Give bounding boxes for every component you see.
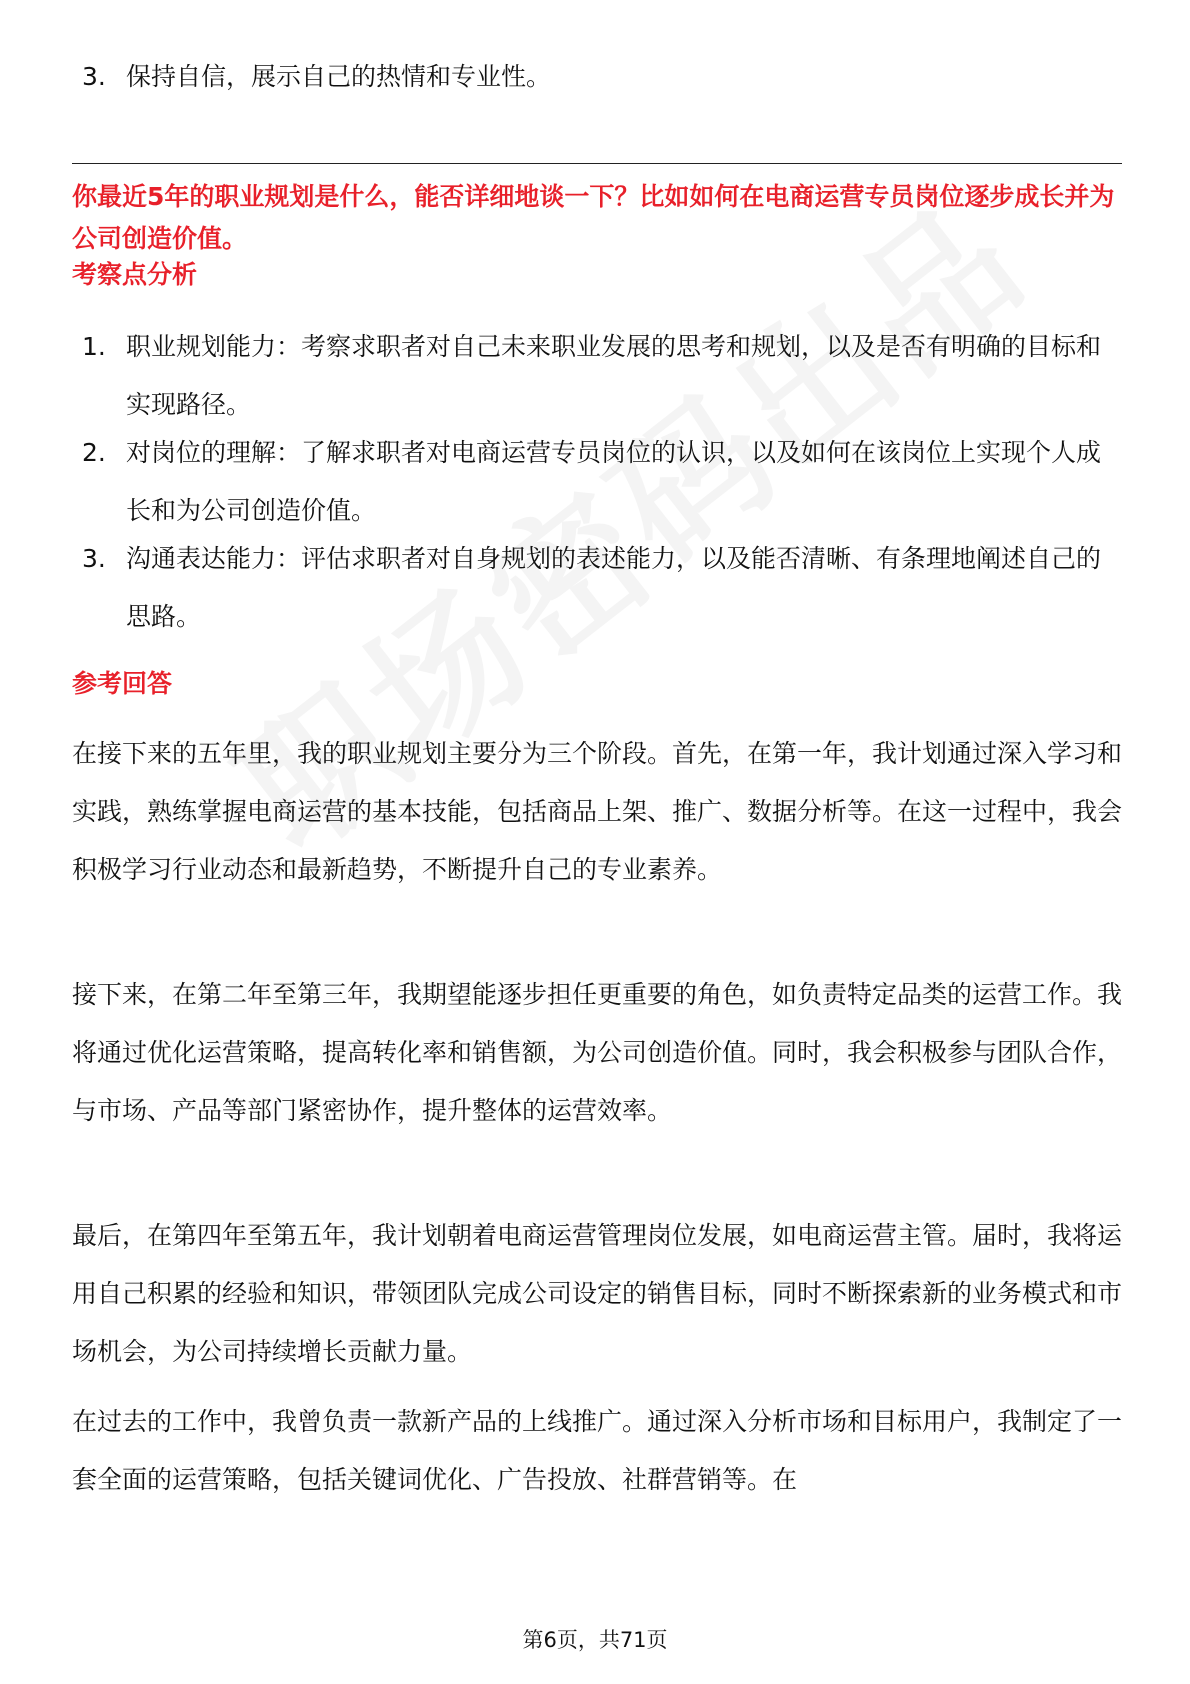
- list-number: 2.: [82, 438, 106, 467]
- answer-heading: 参考回答: [72, 669, 173, 698]
- answer-paragraph-2: 接下来，在第二年至第三年，我期望能逐步担任更重要的角色，如负责特定品类的运营工作。我将通过优化运营策略，提高转化率和销售额，为公司创造价值。同时，我会积极参与团队合作，与市场、产品等部门紧密协作，提升整体的运营效率。: [72, 980, 1123, 1125]
- list-number: 3.: [82, 62, 106, 91]
- analysis-item-1: [82, 318, 1122, 434]
- list-number: 3.: [82, 544, 106, 573]
- answer-paragraph-1: 在接下来的五年里，我的职业规划主要分为三个阶段。首先，在第一年，我计划通过深入学习和实践，熟练掌握电商运营的基本技能，包括商品上架、推广、数据分析等。在这一过程中，我会积极学习行业动态和最新趋势，不断提升自己的专业素养。: [72, 739, 1123, 884]
- list-text: 职业规划能力：考察求职者对自己未来职业发展的思考和规划，以及是否有明确的目标和实现路径。: [126, 332, 1102, 419]
- list-number: 1.: [82, 332, 106, 361]
- list-text: 对岗位的理解：了解求职者对电商运营专员岗位的认识，以及如何在该岗位上实现个人成长和为公司创造价值。: [126, 438, 1102, 525]
- list-item: [82, 48, 1122, 106]
- analysis-item-2: [82, 424, 1122, 540]
- answer-paragraph-4: 在过去的工作中，我曾负责一款新产品的上线推广。通过深入分析市场和目标用户，我制定了一套全面的运营策略，包括关键词优化、广告投放、社群营销等。在: [72, 1407, 1123, 1494]
- analysis-item-3: [82, 530, 1122, 646]
- page-footer: 第6页，共71页: [522, 1628, 668, 1652]
- analysis-heading: 考察点分析: [72, 260, 198, 289]
- list-text: 沟通表达能力：评估求职者对自身规划的表述能力，以及能否清晰、有条理地阐述自己的思路。: [126, 544, 1102, 631]
- question-title: 你最近5年的职业规划是什么，能否详细地谈一下？比如如何在电商运营专员岗位逐步成长并为公司创造价值。: [72, 182, 1115, 253]
- list-text: 保持自信，展示自己的热情和专业性。: [126, 62, 552, 91]
- section-divider: [72, 163, 1122, 164]
- answer-paragraph-3: 最后，在第四年至第五年，我计划朝着电商运营管理岗位发展，如电商运营主管。届时，我将运用自己积累的经验和知识，带领团队完成公司设定的销售目标，同时不断探索新的业务模式和市场机会，为公司持续增长贡献力量。: [72, 1221, 1123, 1366]
